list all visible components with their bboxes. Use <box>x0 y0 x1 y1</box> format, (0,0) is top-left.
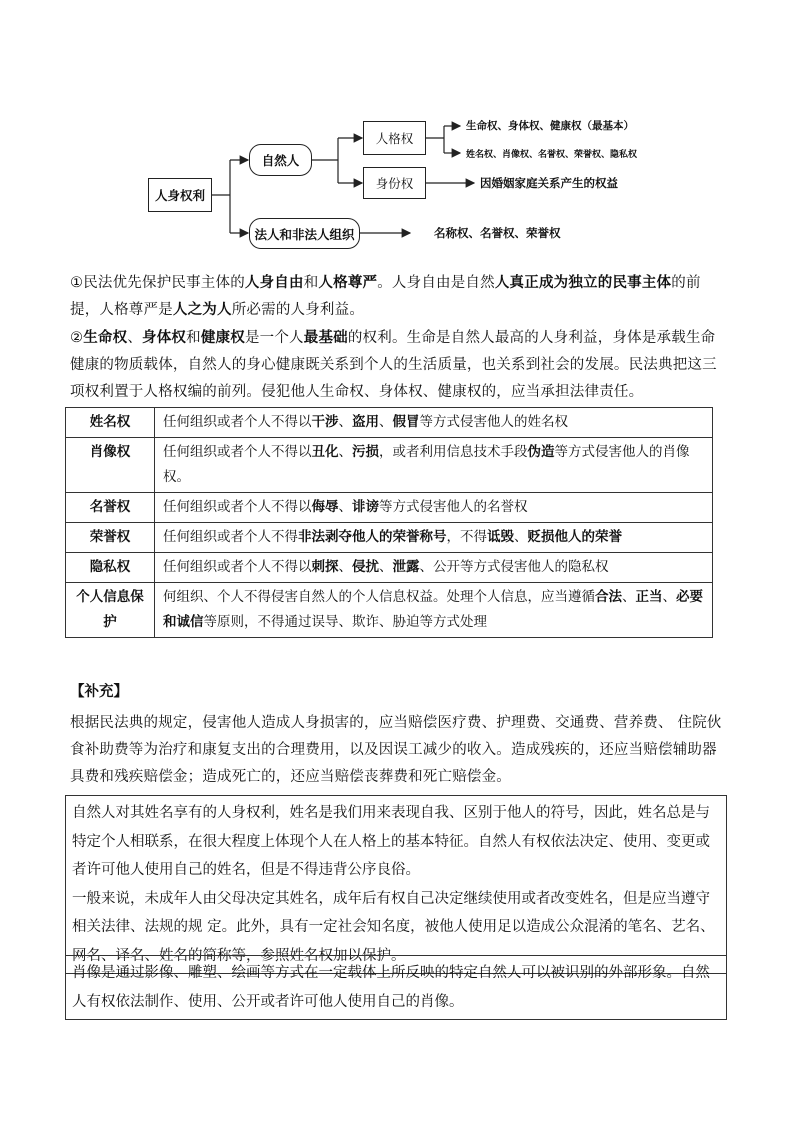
table-row <box>66 408 713 438</box>
natural-person-label: 自然人 <box>261 153 300 168</box>
natural-person-node <box>249 144 312 176</box>
paragraph-2: ②生命权、身体权和健康权是一个人最基础的权利。生命是自然人最高的人身利益，身体是承载生命健康的物质载体，自然人的身心健康既关系到个人的生活质量，也关系到社会的发展。民法典把这三项权利置于人格权编的前列。侵犯他人生命权、身体权、健康权的，应当承担法律责任。 <box>70 330 717 400</box>
personality-right-node <box>363 121 426 155</box>
legal-entity-node <box>249 218 360 249</box>
name-right-note-box <box>65 795 727 974</box>
term-cell: 隐私权 <box>66 553 155 583</box>
personality-line2: 姓名权、肖像权、名誉权、荣誉权、隐私权 <box>466 150 638 160</box>
table-row <box>66 493 713 523</box>
root-label: 人身权利 <box>154 188 205 203</box>
legal-entity-label: 法人和非法人组织 <box>254 226 355 242</box>
term-cell: 姓名权 <box>66 408 155 438</box>
table-row <box>66 438 713 493</box>
description-cell: 任何组织或者个人不得非法剥夺他人的荣誉称号，不得诋毁、贬损他人的荣誉 <box>155 523 713 553</box>
personality-rights-table <box>65 407 713 638</box>
personality-right-label: 人格权 <box>375 131 414 146</box>
term-cell: 个人信息保护 <box>66 583 155 638</box>
portrait-right-note-box <box>65 955 727 1020</box>
name-right-paragraph-1: 自然人对其姓名享有的人身权利，姓名是我们用来表现自我、区别于他人的符号，因此，姓名总是与特定个人相联系，在很大程度上体现个人在人格上的基本特征。自然人有权依法决定、使用、变更或者许可他人使用自己的姓名，但是不得违背公序良俗。 <box>72 805 710 878</box>
term-cell: 名誉权 <box>66 493 155 523</box>
table-row <box>66 553 713 583</box>
description-cell: 任何组织或者个人不得以侮辱、诽谤等方式侵害他人的名誉权 <box>155 493 713 523</box>
identity-result: 因婚姻家庭关系产生的权益 <box>480 176 618 190</box>
table-row <box>66 583 713 638</box>
portrait-right-paragraph: 肖像是通过影像、雕塑、绘画等方式在一定载体上所反映的特定自然人可以被识别的外部形象。自然人有权依法制作、使用、公开或者许可他人使用自己的肖像。 <box>72 965 710 1010</box>
term-cell: 肖像权 <box>66 438 155 493</box>
description-cell: 何组织、个人不得侵害自然人的个人信息权益。处理个人信息，应当遵循合法、正当、必要和诚信等原则，不得通过误导、欺诈、胁迫等方式处理 <box>155 583 713 638</box>
term-cell: 荣誉权 <box>66 523 155 553</box>
paragraph-1: ①民法优先保护民事主体的人身自由和人格尊严。人身自由是自然人真正成为独立的民事主体的前提，人格尊严是人之为人所必需的人身利益。 <box>70 275 701 318</box>
rights-diagram <box>0 0 794 270</box>
personality-line1: 生命权、身体权、健康权（最基本） <box>466 120 634 132</box>
entity-result: 名称权、名誉权、荣誉权 <box>434 226 561 240</box>
identity-right-node <box>363 167 426 199</box>
table-row <box>66 523 713 553</box>
supplement-text: 根据民法典的规定，侵害他人造成人身损害的，应当赔偿医疗费、护理费、交通费、营养费、 住院伙食补助费等为治疗和康复支出的合理费用，以及因误工减少的收入。造成残疾的，还应当赔偿辅助器具费和残疾赔偿金；造成死亡的，还应当赔偿丧葬费和死亡赔偿金。 <box>70 715 722 785</box>
description-cell: 任何组织或者个人不得以干涉、盗用、假冒等方式侵害他人的姓名权 <box>155 408 713 438</box>
description-cell: 任何组织或者个人不得以刺探、侵扰、泄露、公开等方式侵害他人的隐私权 <box>155 553 713 583</box>
root-node <box>148 178 212 212</box>
identity-right-label: 身份权 <box>375 176 414 191</box>
name-right-paragraph-2: 一般来说，未成年人由父母决定其姓名，成年后有权自己决定继续使用或者改变姓名，但是应当遵守相关法律、法规的规 定。此外，具有一定社会知名度，被他人使用足以造成公众混淆的笔名、艺名、网名、译名、姓名的简称等，参照姓名权加以保护。 <box>72 890 715 964</box>
description-cell: 任何组织或者个人不得以丑化、污损，或者利用信息技术手段伪造等方式侵害他人的肖像权。 <box>155 438 713 493</box>
supplement-title: 【补充】 <box>70 684 128 700</box>
